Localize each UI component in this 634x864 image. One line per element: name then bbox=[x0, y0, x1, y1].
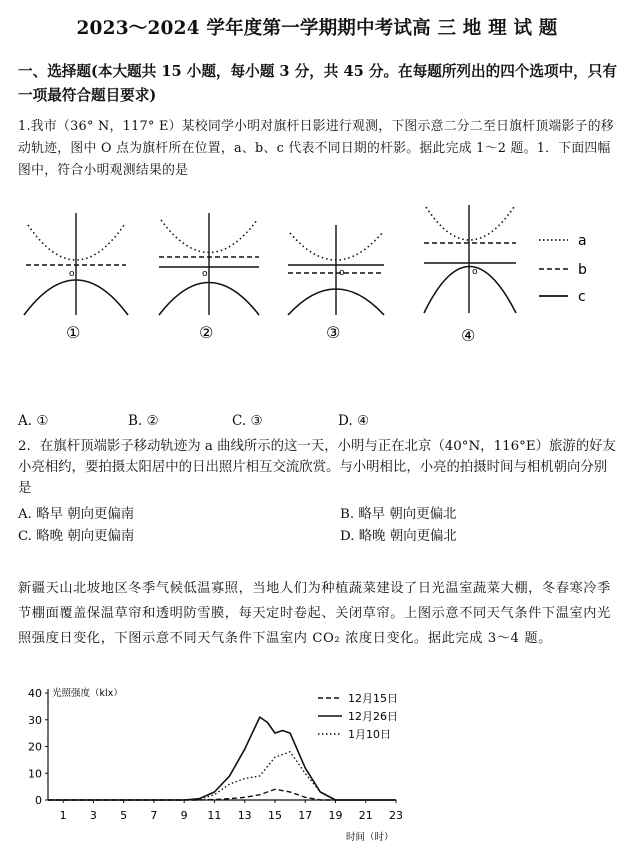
section-header: 一、选择题(本大题共 15 小题，每小题 3 分，共 45 分。在每题所列出的四个选项中，只有一项最符合题目要求) bbox=[18, 63, 617, 104]
q1-option-d bbox=[338, 413, 369, 429]
q1-option-b-letter: B. bbox=[128, 413, 143, 429]
q1-option-c bbox=[232, 413, 263, 429]
q2-option-d bbox=[340, 525, 457, 544]
q1-option-a-letter: A. bbox=[18, 413, 33, 429]
q2-option-b bbox=[340, 503, 456, 522]
x-tick-label: 21 bbox=[358, 809, 373, 822]
q1-option-a-value: ① bbox=[36, 413, 49, 429]
diagram-panel-3 bbox=[288, 225, 384, 342]
light-intensity-chart bbox=[18, 683, 418, 863]
panel-2-origin: o bbox=[202, 269, 208, 279]
q2-option-b-letter: B. bbox=[340, 507, 355, 522]
diagram-panel-2 bbox=[159, 213, 259, 342]
q1-option-d-value: ④ bbox=[356, 413, 370, 429]
y-tick-label: 40 bbox=[28, 687, 42, 700]
panel-4-origin: o bbox=[472, 267, 478, 277]
page-title: 2023～2024 学年度第一学期期中考试高 三 地 理 试 题 bbox=[76, 18, 558, 39]
q1-option-d-letter: D. bbox=[338, 413, 353, 429]
legend-label-2: 12月26日 bbox=[348, 710, 398, 723]
x-tick-label: 11 bbox=[207, 809, 222, 822]
q2-option-b-text: 略早 朝向更偏北 bbox=[358, 507, 457, 522]
q2-option-a bbox=[18, 503, 134, 522]
y-tick-label: 20 bbox=[28, 740, 42, 754]
panel-4-label: ④ bbox=[461, 326, 476, 345]
x-tick-label: 7 bbox=[150, 809, 158, 822]
x-tick-label: 5 bbox=[120, 809, 128, 822]
panel-1-origin: o bbox=[69, 269, 75, 279]
series-line-2 bbox=[48, 717, 396, 800]
chart-y-axis-label: 光照强度（klx） bbox=[52, 688, 123, 699]
x-tick-labels bbox=[60, 800, 403, 822]
diagram-legend bbox=[539, 233, 587, 305]
x-tick-label: 13 bbox=[237, 809, 252, 822]
passage-text: 新疆天山北坡地区冬季气候低温寡照，当地人们为种植蔬菜建设了日光温室蔬菜大棚，冬春寒冷季节棚面覆盖保温草帘和透明防雪膜，每天定时卷起、关闭草帘。上图示意不同天气条件下温室内光照强度日变化，下图示意不同天气条件下温室内 CO₂ 浓度日变化。据此完成 3～4 题。 bbox=[18, 581, 611, 646]
q1-option-c-value: ③ bbox=[250, 413, 263, 429]
q1-option-b-value: ② bbox=[146, 413, 159, 429]
question-2-text: 2．在旗杆顶端影子移动轨迹为 a 曲线所示的这一天，小明与正在北京（40°N，116°E）旅游的好友小亮相约，要拍摄太阳居中的日出照片相互交流欣赏。与小明相比，小亮的拍摄时间与相机朝向分别是 bbox=[18, 439, 616, 496]
panel-1-label: ① bbox=[66, 323, 81, 342]
panel-2-label: ② bbox=[199, 323, 214, 342]
legend-label-c: c bbox=[578, 289, 586, 305]
q2-option-c-letter: C. bbox=[18, 529, 33, 544]
y-tick-label: 10 bbox=[28, 767, 42, 781]
diagram-panel-4 bbox=[424, 205, 516, 345]
x-tick-label: 3 bbox=[89, 809, 97, 822]
x-tick-label: 23 bbox=[389, 809, 403, 822]
chart-series bbox=[48, 717, 396, 800]
shadow-trajectory-diagram bbox=[16, 195, 616, 355]
q2-option-d-letter: D. bbox=[340, 529, 355, 544]
x-tick-label: 9 bbox=[180, 809, 188, 822]
series-line-1 bbox=[48, 789, 396, 800]
q2-option-c bbox=[18, 525, 134, 544]
legend-label-3: 1月10日 bbox=[348, 728, 391, 741]
q2-option-c-text: 略晚 朝向更偏南 bbox=[36, 529, 135, 544]
series-line-3 bbox=[48, 752, 396, 800]
legend-label-a: a bbox=[578, 233, 587, 249]
q2-option-a-letter: A. bbox=[18, 507, 32, 522]
x-tick-label: 1 bbox=[59, 809, 67, 822]
legend-label-1: 12月15日 bbox=[348, 692, 398, 705]
x-tick-label: 19 bbox=[328, 809, 343, 822]
panel-4-curve-a bbox=[426, 207, 514, 240]
y-tick-label: 0 bbox=[35, 794, 42, 807]
legend-label-b: b bbox=[578, 262, 587, 278]
chart-legend bbox=[318, 692, 398, 741]
q2-option-a-text: 略早 朝向更偏南 bbox=[36, 507, 135, 522]
diagram-panel-1 bbox=[24, 213, 128, 342]
chart-x-axis-label: 时间（时） bbox=[346, 832, 394, 843]
panel-4-curve-c bbox=[424, 267, 516, 314]
q1-option-c-letter: C. bbox=[232, 413, 247, 429]
y-tick-labels bbox=[28, 687, 48, 807]
question-1-text: 1.我市（36° N，117° E）某校同学小明对旗杆日影进行观测，下图示意二分二至日旗杆顶端影子的移动轨迹，图中 O 点为旗杆所在位置，a、b、c 代表不同日期的杆影。据此完成 1～2 题。1．下面四幅图中，符合小明观测结果的是 bbox=[18, 119, 614, 178]
x-tick-label: 15 bbox=[267, 809, 282, 822]
q1-option-a bbox=[18, 413, 48, 429]
panel-3-origin: o bbox=[339, 268, 345, 278]
q1-option-b bbox=[128, 413, 159, 429]
q2-option-d-text: 略晚 朝向更偏北 bbox=[358, 529, 457, 544]
x-tick-label: 17 bbox=[298, 809, 313, 822]
panel-3-label: ③ bbox=[326, 323, 341, 342]
y-tick-label: 30 bbox=[28, 713, 42, 727]
